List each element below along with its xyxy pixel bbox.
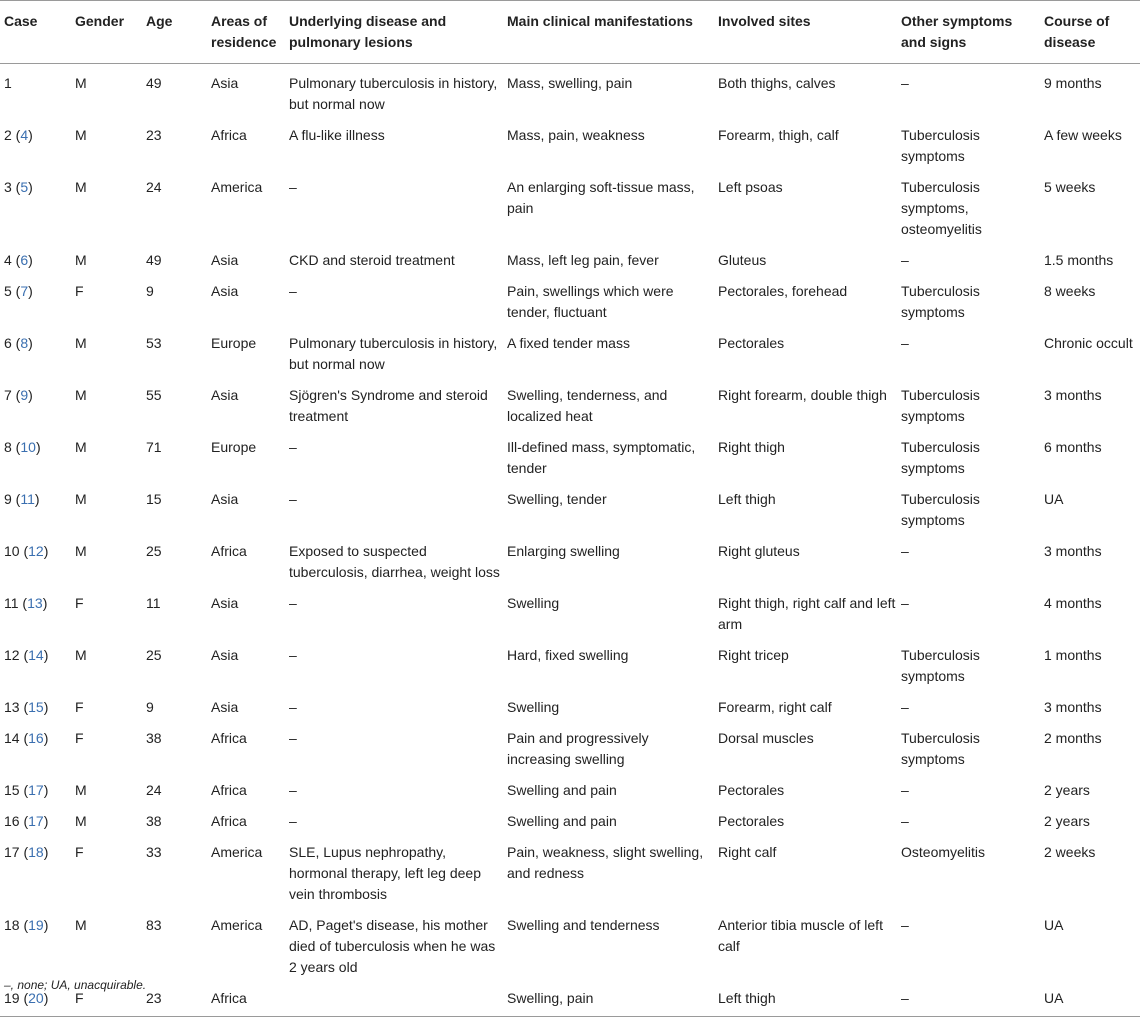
table-row — [0, 837, 1140, 910]
case-reference-link[interactable]: 5 — [20, 179, 29, 195]
cell-manifestations: Pain and progressively increasing swelling — [507, 730, 649, 767]
table-row — [0, 983, 1140, 1017]
cell-case: 11 (13) — [4, 595, 48, 611]
cell-area: Africa — [211, 813, 247, 829]
cell-sites: Right calf — [718, 844, 777, 860]
table-row — [0, 806, 1140, 837]
cell-case: 6 (8) — [4, 335, 33, 351]
table-footnote: –, none; UA, unacquirable. — [4, 978, 147, 992]
cell-course: 4 months — [1044, 595, 1102, 611]
table-row — [0, 432, 1140, 484]
case-reference-link[interactable]: 8 — [20, 335, 29, 351]
cell-case: 15 (17) — [4, 782, 49, 798]
cell-other: Osteomyelitis — [901, 844, 986, 860]
cell-gender: F — [71, 983, 142, 1017]
cell-case: 8 (10) — [4, 439, 41, 455]
table-row — [0, 484, 1140, 536]
cell-age: 9 — [146, 283, 154, 299]
cell-sites: Right gluteus — [718, 543, 800, 559]
cell-gender: M — [75, 439, 87, 455]
cell-sites: Left thigh — [714, 983, 897, 1017]
cell-gender: M — [75, 335, 87, 351]
cell-course: 3 months — [1044, 699, 1102, 715]
case-reference-link[interactable]: 15 — [28, 699, 44, 715]
header-course: Course of disease — [1040, 1, 1140, 64]
cell-other: – — [901, 335, 909, 351]
cell-gender: M — [75, 387, 87, 403]
cell-gender: M — [75, 491, 87, 507]
header-underlying: Underlying disease and pulmonary lesions — [285, 1, 503, 64]
case-number: 9 — [4, 491, 12, 507]
cell-gender: M — [75, 252, 87, 268]
case-number: 2 — [4, 127, 12, 143]
cell-case: 12 (14) — [4, 647, 49, 663]
table-row — [0, 692, 1140, 723]
cell-manifestations: Mass, swelling, pain — [507, 75, 633, 91]
cell-sites: Pectorales — [718, 782, 785, 798]
cell-area: Asia — [211, 252, 239, 268]
cell-course: A few weeks — [1044, 127, 1122, 143]
table-row — [0, 245, 1140, 276]
case-reference-link[interactable]: 17 — [28, 782, 44, 798]
table-row — [0, 640, 1140, 692]
cell-area: Asia — [211, 75, 239, 91]
case-reference-link[interactable]: 16 — [28, 730, 44, 746]
cell-manifestations: Swelling and tenderness — [507, 917, 660, 933]
cell-course: 2 weeks — [1044, 844, 1096, 860]
cell-course: 3 months — [1044, 387, 1102, 403]
cell-case: 16 (17) — [4, 813, 49, 829]
cell-underlying: – — [289, 595, 297, 611]
cell-age: 55 — [146, 387, 162, 403]
case-number: 16 — [4, 813, 20, 829]
cell-sites: Pectorales — [718, 813, 785, 829]
cell-manifestations: Swelling, tenderness, and localized heat — [507, 387, 668, 424]
case-number: 7 — [4, 387, 12, 403]
cell-sites: Right forearm, double thigh — [718, 387, 887, 403]
cell-course: 2 years — [1044, 813, 1090, 829]
case-reference-link[interactable]: 18 — [28, 844, 44, 860]
cell-area: Asia — [211, 647, 239, 663]
cell-underlying: Pulmonary tuberculosis in history, but normal now — [289, 75, 498, 112]
cell-course: 1 months — [1044, 647, 1102, 663]
cell-course: 6 months — [1044, 439, 1102, 455]
header-gender: Gender — [71, 1, 142, 64]
case-number: 18 — [4, 917, 20, 933]
case-reference-link[interactable]: 4 — [20, 127, 29, 143]
cell-age: 25 — [146, 647, 162, 663]
cell-case: 13 (15) — [4, 699, 49, 715]
case-reference-link[interactable]: 6 — [20, 252, 29, 268]
case-reference-link[interactable]: 9 — [20, 387, 29, 403]
cell-area: Asia — [211, 595, 239, 611]
table-row — [0, 775, 1140, 806]
cell-age: 71 — [146, 439, 162, 455]
cell-other: Tuberculosis symptoms — [901, 387, 980, 424]
cell-underlying: – — [289, 699, 297, 715]
cell-gender: M — [75, 179, 87, 195]
cell-gender: M — [75, 647, 87, 663]
case-number: 11 — [4, 595, 19, 611]
cell-age: 49 — [146, 252, 162, 268]
cell-sites: Right thigh — [718, 439, 785, 455]
case-reference-link[interactable]: 7 — [20, 283, 29, 299]
header-age: Age — [142, 1, 207, 64]
header-other: Other symptoms and signs — [897, 1, 1040, 64]
header-case: Case — [0, 1, 71, 64]
cell-manifestations: Swelling and pain — [507, 782, 617, 798]
cell-other: – — [901, 595, 909, 611]
cell-case: 5 (7) — [4, 283, 33, 299]
cell-case: 9 (11) — [4, 491, 40, 507]
table-row — [0, 120, 1140, 172]
table-row — [0, 380, 1140, 432]
table-row — [0, 172, 1140, 245]
cell-area: Africa — [211, 127, 247, 143]
cell-age: 15 — [146, 491, 162, 507]
cell-age: 38 — [146, 730, 162, 746]
cell-age: 23 — [142, 983, 207, 1017]
cell-gender: M — [75, 813, 87, 829]
cell-case: 14 (16) — [4, 730, 49, 746]
header-manifestations: Main clinical manifestations — [503, 1, 714, 64]
cell-sites: Dorsal muscles — [718, 730, 814, 746]
cell-case: 7 (9) — [4, 387, 33, 403]
cell-case: 19 (20) — [0, 983, 71, 1017]
cell-other: Tuberculosis symptoms — [901, 491, 980, 528]
cell-other: – — [897, 983, 1040, 1017]
cell-area: Europe — [211, 439, 257, 455]
cell-manifestations: Swelling — [507, 595, 560, 611]
cell-course: 2 months — [1044, 730, 1102, 746]
case-reference-link[interactable]: 17 — [28, 813, 44, 829]
case-reference-link[interactable]: 10 — [20, 439, 36, 455]
cell-course: UA — [1044, 491, 1064, 507]
cell-sites: Anterior tibia muscle of left calf — [718, 917, 883, 954]
case-number: 19 — [4, 990, 20, 1006]
cell-area: Asia — [211, 387, 239, 403]
cell-underlying: – — [289, 283, 297, 299]
table-row — [0, 723, 1140, 775]
cell-manifestations: Ill-defined mass, symptomatic, tender — [507, 439, 696, 476]
table-row — [0, 588, 1140, 640]
cell-manifestations: A fixed tender mass — [507, 335, 630, 351]
cell-manifestations: An enlarging soft-tissue mass, pain — [507, 179, 695, 216]
cell-sites: Pectorales — [718, 335, 785, 351]
cell-course: 8 weeks — [1044, 283, 1096, 299]
cell-other: – — [901, 813, 909, 829]
cell-underlying: – — [289, 813, 297, 829]
cell-sites: Left thigh — [718, 491, 776, 507]
cell-course: Chronic occult — [1044, 335, 1133, 351]
cell-other: Tuberculosis symptoms, osteomyelitis — [901, 179, 982, 237]
case-number: 10 — [4, 543, 20, 559]
cell-course: 9 months — [1044, 75, 1102, 91]
cell-area: Africa — [211, 543, 247, 559]
cell-manifestations: Pain, weakness, slight swelling, and redness — [507, 844, 704, 881]
cell-other: Tuberculosis symptoms — [901, 439, 980, 476]
cell-course: 3 months — [1044, 543, 1102, 559]
cell-underlying: – — [289, 491, 297, 507]
cell-age: 24 — [146, 782, 162, 798]
cell-sites: Pectorales, forehead — [718, 283, 848, 299]
table-row — [0, 536, 1140, 588]
case-reference-link[interactable]: 12 — [28, 543, 44, 559]
case-reference-link[interactable]: 14 — [28, 647, 44, 663]
case-reference-link[interactable]: 13 — [27, 595, 43, 611]
cell-other: – — [901, 917, 909, 933]
cell-course: 5 weeks — [1044, 179, 1096, 195]
cell-underlying: – — [289, 730, 297, 746]
cell-underlying: AD, Paget's disease, his mother died of tuberculosis when he was 2 years old — [289, 917, 496, 975]
cell-underlying: – — [289, 439, 297, 455]
case-number: 15 — [4, 782, 20, 798]
cell-manifestations: Pain, swellings which were tender, fluctuant — [507, 283, 674, 320]
cell-gender: F — [75, 844, 84, 860]
case-reference-link[interactable]: 20 — [28, 990, 44, 1006]
case-number: 14 — [4, 730, 20, 746]
cell-other: Tuberculosis symptoms — [901, 647, 980, 684]
cell-manifestations: Enlarging swelling — [507, 543, 620, 559]
table-row — [0, 64, 1140, 121]
cell-manifestations: Mass, pain, weakness — [507, 127, 645, 143]
cell-sites: Right tricep — [718, 647, 789, 663]
cell-sites: Right thigh, right calf and left arm — [718, 595, 896, 632]
case-number: 17 — [4, 844, 20, 860]
cell-underlying: – — [289, 647, 297, 663]
cell-age: 24 — [146, 179, 162, 195]
cell-gender: M — [75, 127, 87, 143]
cell-course: UA — [1044, 917, 1064, 933]
cell-manifestations: Swelling and pain — [507, 813, 617, 829]
case-number: 13 — [4, 699, 20, 715]
table-row — [0, 328, 1140, 380]
case-number: 6 — [4, 335, 12, 351]
case-number: 5 — [4, 283, 12, 299]
cell-gender: F — [75, 730, 84, 746]
cell-underlying: Exposed to suspected tuberculosis, diarrhea, weight loss — [289, 543, 500, 580]
cell-area: Europe — [211, 335, 257, 351]
case-reference-link[interactable]: 19 — [28, 917, 44, 933]
cell-underlying: CKD and steroid treatment — [289, 252, 455, 268]
cell-case: 2 (4) — [4, 127, 33, 143]
cell-case: 18 (19) — [4, 917, 49, 933]
case-number: 8 — [4, 439, 12, 455]
cell-case: 4 (6) — [4, 252, 33, 268]
header-sites: Involved sites — [714, 1, 897, 64]
header-area: Areas of residence — [207, 1, 285, 64]
cell-course: 1.5 months — [1044, 252, 1114, 268]
cell-underlying: A flu-like illness — [289, 127, 385, 143]
cell-course: UA — [1040, 983, 1140, 1017]
cell-age: 33 — [146, 844, 162, 860]
cell-manifestations: Mass, left leg pain, fever — [507, 252, 659, 268]
cell-age: 9 — [146, 699, 154, 715]
case-number: 12 — [4, 647, 20, 663]
cell-gender: F — [75, 595, 84, 611]
cell-sites: Left psoas — [718, 179, 783, 195]
cell-gender: F — [75, 283, 84, 299]
cell-underlying: Sjögren's Syndrome and steroid treatment — [289, 387, 488, 424]
cell-age: 49 — [146, 75, 162, 91]
cell-case: 17 (18) — [4, 844, 49, 860]
case-number: 3 — [4, 179, 12, 195]
cell-other: – — [901, 699, 909, 715]
cell-age: 11 — [146, 595, 161, 611]
cell-sites: Gluteus — [718, 252, 767, 268]
case-reference-link[interactable]: 11 — [20, 491, 35, 507]
cell-other: Tuberculosis symptoms — [901, 127, 980, 164]
cell-other: – — [901, 252, 909, 268]
cell-underlying — [285, 983, 503, 1017]
table-body — [0, 64, 1140, 1017]
cell-manifestations: Swelling, tender — [507, 491, 607, 507]
cell-case: 3 (5) — [4, 179, 33, 195]
cell-area: Africa — [211, 782, 247, 798]
cell-other: Tuberculosis symptoms — [901, 283, 980, 320]
cell-age: 83 — [146, 917, 162, 933]
cell-gender: F — [75, 699, 84, 715]
cell-case: 10 (12) — [4, 543, 49, 559]
cell-other: – — [901, 75, 909, 91]
cell-underlying: SLE, Lupus nephropathy, hormonal therapy, left leg deep vein thrombosis — [289, 844, 481, 902]
cell-sites: Forearm, thigh, calf — [718, 127, 839, 143]
cell-course: 2 years — [1044, 782, 1090, 798]
cell-sites: Both thighs, calves — [718, 75, 836, 91]
cell-age: 23 — [146, 127, 162, 143]
cell-area: Africa — [211, 730, 247, 746]
table-row — [0, 910, 1140, 983]
cell-area: Asia — [211, 491, 239, 507]
cell-gender: M — [75, 917, 87, 933]
cell-case — [0, 64, 71, 121]
cell-manifestations: Swelling — [507, 699, 560, 715]
cell-gender: M — [75, 782, 87, 798]
cell-area: Africa — [207, 983, 285, 1017]
case-number: 4 — [4, 252, 12, 268]
cell-area: Asia — [211, 283, 239, 299]
cell-underlying: – — [289, 179, 297, 195]
cell-area: America — [211, 844, 263, 860]
cell-gender: M — [75, 543, 87, 559]
table-header-row — [0, 1, 1140, 64]
cell-other: – — [901, 543, 909, 559]
cell-other: Tuberculosis symptoms — [901, 730, 980, 767]
cell-other: – — [901, 782, 909, 798]
cell-age: 53 — [146, 335, 162, 351]
cell-underlying: Pulmonary tuberculosis in history, but normal now — [289, 335, 498, 372]
cell-manifestations: Swelling, pain — [503, 983, 714, 1017]
cell-gender: M — [75, 75, 87, 91]
cell-underlying: – — [289, 782, 297, 798]
cell-manifestations: Hard, fixed swelling — [507, 647, 629, 663]
cell-area: America — [211, 179, 263, 195]
case-number: 1 — [4, 75, 12, 91]
cell-area: America — [211, 917, 263, 933]
cell-age: 25 — [146, 543, 162, 559]
table-row — [0, 276, 1140, 328]
cell-area: Asia — [211, 699, 239, 715]
cell-age: 38 — [146, 813, 162, 829]
cell-sites: Forearm, right calf — [718, 699, 832, 715]
